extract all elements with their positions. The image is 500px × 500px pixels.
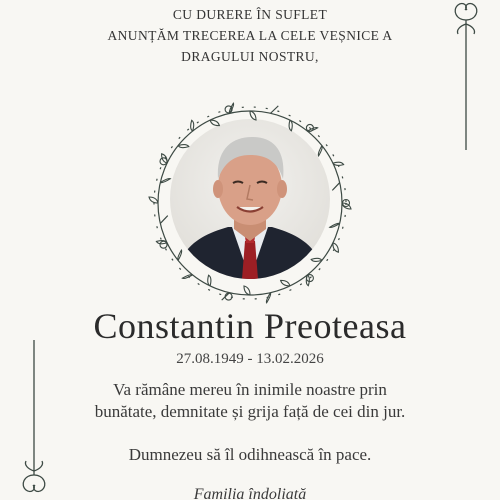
wreath-leaf xyxy=(208,275,211,286)
floral-wreath-frame xyxy=(145,98,355,308)
wreath-leaf xyxy=(191,120,194,131)
header-line-3: DRAGULUI NOSTRU, xyxy=(181,49,319,64)
wreath-leaf xyxy=(289,120,292,131)
wreath-leaf xyxy=(311,258,322,261)
message-line-1: Va rămâne mereu în inimile noastre prin xyxy=(113,380,387,399)
wreath-leaf xyxy=(149,197,158,203)
wreath-leaf xyxy=(160,216,167,224)
wreath-leaf xyxy=(178,145,189,148)
wreath-leaf xyxy=(210,120,219,126)
wreath-leaf xyxy=(244,286,250,295)
wreath-leaf xyxy=(281,280,290,286)
message-line-2: bunătate, demnitate și grija față de cei din jur. xyxy=(94,402,406,421)
wreath-leaf xyxy=(250,111,256,120)
flourish-ornament-top-right xyxy=(446,0,486,160)
wreath-leaf xyxy=(332,183,339,191)
life-dates: 27.08.1949 - 13.02.2026 xyxy=(176,351,324,367)
family-signature: Familia îndoliată xyxy=(193,486,307,500)
header-line-1: CU DURERE ÎN SUFLET xyxy=(172,7,328,22)
wreath-leaf xyxy=(160,178,170,182)
wreath-leaf xyxy=(271,106,279,113)
wreath-flower xyxy=(160,241,167,248)
announcement-header xyxy=(0,4,500,67)
wreath-leaf xyxy=(182,275,192,279)
wreath-leaf xyxy=(318,146,322,156)
header-line-2: ANUNȚĂM TRECEREA LA CELE VEȘNICE A xyxy=(107,28,393,43)
wreath-leaf xyxy=(330,223,340,227)
wreath-leaf xyxy=(178,250,182,260)
wreath-leaf xyxy=(333,162,344,165)
deceased-name: Constantin Preoteasa xyxy=(93,306,407,346)
prayer-text: Dumnezeu să îl odihnească în pace. xyxy=(128,445,372,464)
memorial-message xyxy=(0,379,500,423)
